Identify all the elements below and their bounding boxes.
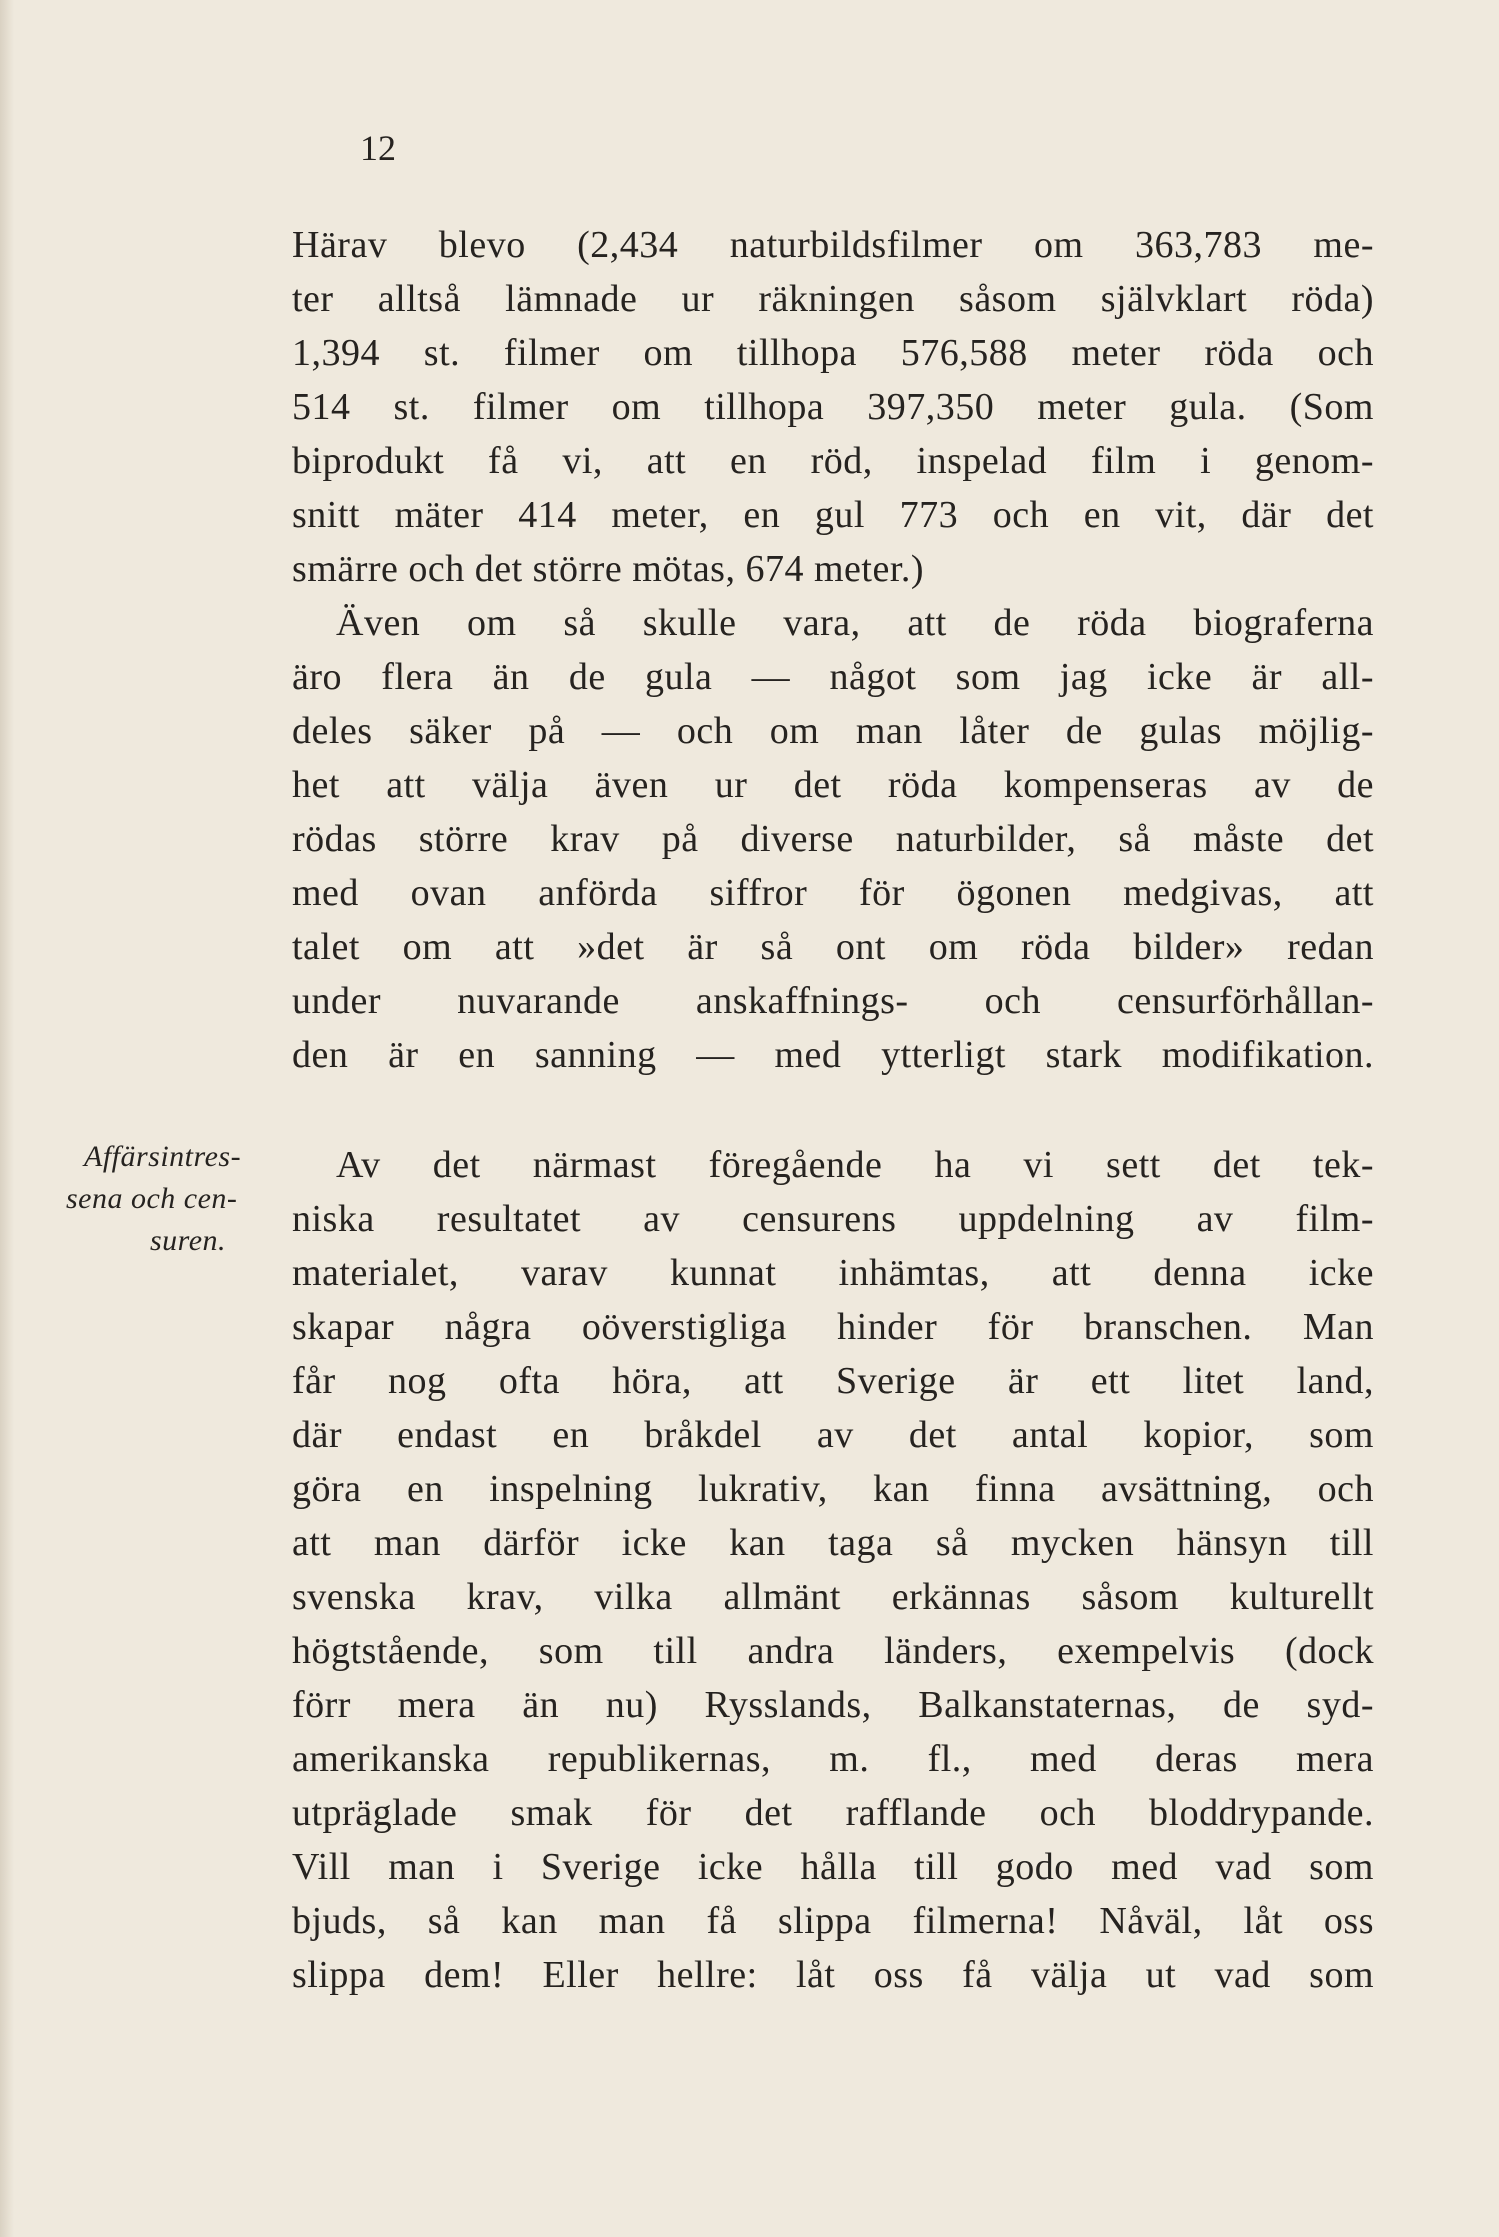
page-edge-shadow	[0, 0, 14, 2237]
body-line: amerikanska republikernas, m. fl., med deras mera	[292, 1738, 1374, 1780]
body-line: snitt mäter 414 meter, en gul 773 och en vit, där det	[292, 494, 1374, 536]
body-line: under nuvarande anskaffnings- och censurförhållan-	[292, 980, 1374, 1022]
body-line: högtstående, som till andra länders, exempelvis (dock	[292, 1630, 1374, 1672]
body-line: Vill man i Sverige icke hålla till godo med vad som	[292, 1846, 1374, 1888]
body-line: bjuds, så kan man få slippa filmerna! Nåväl, låt oss	[292, 1900, 1374, 1942]
body-line: talet om att »det är så ont om röda bilder» redan	[292, 926, 1374, 968]
body-line: skapar några oöverstigliga hinder för branschen. Man	[292, 1306, 1374, 1348]
body-line: förr mera än nu) Rysslands, Balkanstaternas, de syd-	[292, 1684, 1374, 1726]
body-line: niska resultatet av censurens uppdelning av film-	[292, 1198, 1374, 1240]
body-line: göra en inspelning lukrativ, kan finna avsättning, och	[292, 1468, 1374, 1510]
body-line: den är en sanning — med ytterligt stark modifikation.	[292, 1034, 1374, 1076]
page-number: 12	[360, 128, 396, 168]
body-line: att man därför icke kan taga så mycken hänsyn till	[292, 1522, 1374, 1564]
body-line: 514 st. filmer om tillhopa 397,350 meter gula. (Som	[292, 386, 1374, 428]
body-line: får nog ofta höra, att Sverige är ett litet land,	[292, 1360, 1374, 1402]
body-line: deles säker på — och om man låter de gulas möjlig-	[292, 710, 1374, 752]
body-line: biprodukt få vi, att en röd, inspelad film i genom-	[292, 440, 1374, 482]
body-line: svenska krav, vilka allmänt erkännas såsom kulturellt	[292, 1576, 1374, 1618]
body-line: ter alltså lämnade ur räkningen såsom självklart röda)	[292, 278, 1374, 320]
body-line: rödas större krav på diverse naturbilder, så måste det	[292, 818, 1374, 860]
body-line: het att välja även ur det röda kompenseras av de	[292, 764, 1374, 806]
body-line: äro flera än de gula — något som jag icke är all-	[292, 656, 1374, 698]
margin-note-line: suren.	[150, 1224, 227, 1257]
body-line: Av det närmast föregående ha vi sett det tek-	[336, 1144, 1374, 1186]
body-line: 1,394 st. filmer om tillhopa 576,588 meter röda och	[292, 332, 1374, 374]
body-line: Härav blevo (2,434 naturbildsfilmer om 363,783 me-	[292, 224, 1374, 266]
body-line: materialet, varav kunnat inhämtas, att denna icke	[292, 1252, 1374, 1294]
body-line: utpräglade smak för det rafflande och bloddrypande.	[292, 1792, 1374, 1834]
body-line: där endast en bråkdel av det antal kopior, som	[292, 1414, 1374, 1456]
body-line: slippa dem! Eller hellre: låt oss få välja ut vad som	[292, 1954, 1374, 1996]
margin-note-line: sena och cen-	[66, 1182, 238, 1215]
body-line: med ovan anförda siffror för ögonen medgivas, att	[292, 872, 1374, 914]
body-line: smärre och det större mötas, 674 meter.)	[292, 548, 925, 590]
body-line: Även om så skulle vara, att de röda biograferna	[336, 602, 1374, 644]
margin-note-line: Affärsintres-	[84, 1140, 242, 1173]
